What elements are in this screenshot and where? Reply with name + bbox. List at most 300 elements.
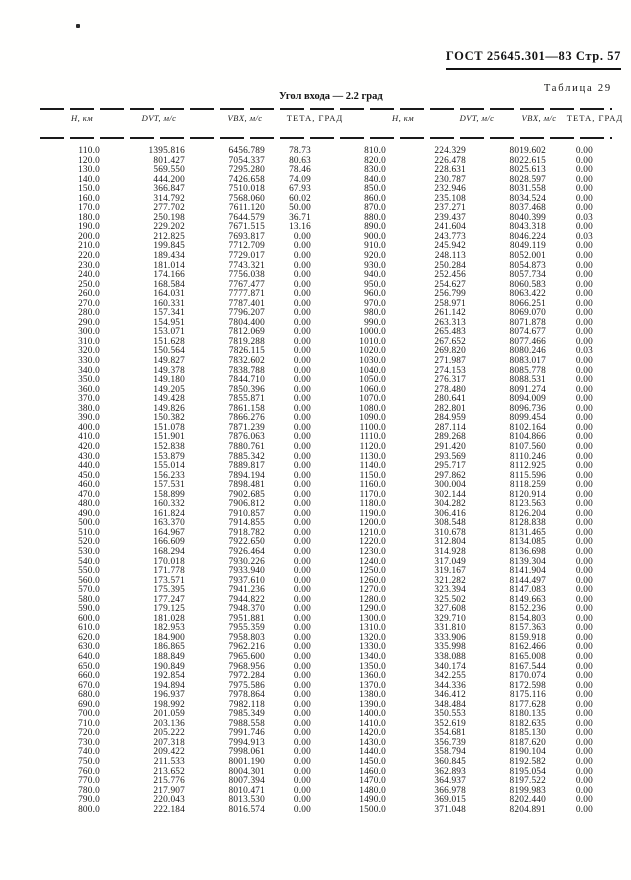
table-cell: 820.0 [364, 155, 386, 166]
table-cell: 7644.579 [228, 212, 265, 223]
table-cell: 0.00 [575, 613, 593, 624]
table-cell: 8139.304 [509, 556, 546, 567]
table-cell: 0.00 [293, 432, 311, 443]
table-cell: 930.0 [364, 260, 386, 271]
table-cell: 8165.008 [509, 651, 546, 662]
table-cell: 710.0 [78, 718, 100, 729]
table-cell: 0.00 [575, 165, 593, 176]
table-cell: 8177.628 [509, 699, 546, 710]
table-cell: 230.787 [434, 174, 466, 185]
table-cell: 280.0 [78, 308, 100, 319]
table-cell: 346.412 [434, 690, 466, 701]
table-cell: 1320.0 [359, 632, 386, 643]
table-cell: 0.00 [575, 508, 593, 519]
table-cell: 8134.085 [509, 537, 546, 548]
table-cell: 8094.009 [509, 394, 546, 405]
table-cell: 0.00 [575, 356, 593, 367]
table-cell: 8152.236 [509, 604, 546, 615]
table-cell: 8110.246 [509, 451, 546, 462]
table-cell: 0.00 [293, 518, 311, 529]
table-cell: 7944.822 [228, 594, 265, 605]
table-cell: 740.0 [78, 747, 100, 758]
table-cell: 0.00 [293, 632, 311, 643]
table-cell: 520.0 [78, 537, 100, 548]
table-cell: 199.845 [153, 241, 185, 252]
table-cell: 500.0 [78, 518, 100, 529]
table-cell: 0.00 [293, 499, 311, 510]
table-cell: 78.73 [289, 146, 311, 156]
table-cell: 1170.0 [359, 489, 386, 500]
table-cell: 680.0 [78, 690, 100, 701]
table-cell: 7922.650 [228, 537, 265, 548]
table-cell: 149.428 [153, 394, 185, 405]
table-cell: 460.0 [78, 480, 100, 491]
table-cell: 0.00 [575, 146, 593, 156]
table-cell: 760.0 [78, 766, 100, 777]
table-cell: 0.00 [293, 346, 311, 357]
table-cell: 0.00 [575, 222, 593, 233]
table-cell: 155.014 [153, 461, 185, 472]
table-cell: 7861.158 [228, 403, 265, 414]
table-cell: 8167.544 [509, 661, 546, 672]
table-cell: 156.233 [153, 470, 185, 481]
table-cell: 660.0 [78, 671, 100, 682]
table-cell: 168.294 [153, 546, 185, 557]
table-cell: 8136.698 [509, 546, 546, 557]
table-cell: 8175.116 [509, 690, 546, 701]
table-cell: 0.00 [575, 575, 593, 586]
table-cell: 8025.613 [509, 165, 546, 176]
table-cell: 1500.0 [359, 804, 386, 815]
table-cell: 308.548 [434, 518, 466, 529]
table-cell: 8128.838 [509, 518, 546, 529]
table-cell: 7568.060 [228, 193, 265, 204]
table-cell: 0.00 [293, 680, 311, 691]
table-cell: 0.00 [575, 260, 593, 271]
table-cell: 1360.0 [359, 671, 386, 682]
table-cell: 0.00 [293, 365, 311, 376]
table-cell: 196.937 [153, 690, 185, 701]
table-cell: 150.0 [78, 184, 100, 195]
table-cell: 207.318 [153, 737, 185, 748]
table-cell: 8096.736 [509, 403, 546, 414]
table-cell: 340.174 [434, 661, 466, 672]
table-cell: 203.136 [153, 718, 185, 729]
table-cell: 0.00 [575, 203, 593, 214]
table-cell: 0.00 [293, 546, 311, 557]
table-cell: 7975.586 [228, 680, 265, 691]
table-cell: 370.0 [78, 394, 100, 405]
table-cell: 750.0 [78, 757, 100, 767]
table-cell: 7756.038 [228, 270, 265, 281]
table-cell: 241.604 [434, 222, 466, 233]
table-cell: 7871.239 [228, 422, 265, 433]
table-cell: 950.0 [364, 279, 386, 290]
table-cell: 8037.468 [509, 203, 546, 214]
table-cell: 0.00 [575, 432, 593, 443]
table-cell: 1160.0 [359, 480, 386, 491]
table-cell: 149.826 [153, 403, 185, 414]
print-artifact-dot [76, 24, 80, 28]
table-cell: 0.00 [575, 747, 593, 758]
table-cell: 295.717 [434, 461, 466, 472]
table-cell: 149.180 [153, 375, 185, 386]
table-cell: 580.0 [78, 594, 100, 605]
table-cell: 0.00 [293, 356, 311, 367]
table-cell: 7948.370 [228, 604, 265, 615]
table-cell: 8083.017 [509, 356, 546, 367]
table-cell: 130.0 [78, 165, 100, 176]
table-cell: 192.854 [153, 671, 185, 682]
table-cell: 0.00 [575, 461, 593, 472]
table-cell: 297.862 [434, 470, 466, 481]
table-cell: 0.00 [575, 413, 593, 424]
table-cell: 0.00 [575, 632, 593, 643]
table-cell: 7804.400 [228, 317, 265, 328]
table-cell: 210.0 [78, 241, 100, 252]
table-cell: 1430.0 [359, 737, 386, 748]
table-cell: 800.0 [78, 804, 100, 815]
table-cell: 350.553 [434, 709, 466, 720]
table-cell: 0.00 [575, 193, 593, 204]
table-cell: 194.894 [153, 680, 185, 691]
table-cell: 190.849 [153, 661, 185, 672]
table-cell: 0.00 [293, 422, 311, 433]
table-cell: 640.0 [78, 651, 100, 662]
table-cell: 256.799 [434, 289, 466, 300]
table-cell: 550.0 [78, 566, 100, 577]
table-cell: 0.00 [293, 566, 311, 577]
table-cell: 190.0 [78, 222, 100, 233]
table-cell: 0.00 [293, 384, 311, 395]
table-cell: 410.0 [78, 432, 100, 443]
column-header-h-right: Н, км [391, 113, 415, 123]
table-cell: 140.0 [78, 174, 100, 185]
table-cell: 801.427 [153, 155, 185, 166]
table-cell: 0.00 [575, 394, 593, 405]
table-cell: 0.00 [575, 441, 593, 452]
table-cell: 282.801 [434, 403, 466, 414]
table-cell: 173.571 [153, 575, 185, 586]
table-cell: 8180.135 [509, 709, 546, 720]
table-cell: 171.778 [153, 566, 185, 577]
table-cell: 149.205 [153, 384, 185, 395]
table-cell: 306.416 [434, 508, 466, 519]
table-cell: 7611.120 [228, 203, 265, 214]
table-cell: 7889.817 [228, 461, 265, 472]
entry-angle-subtitle: Угол входа — 2.2 град [279, 91, 383, 102]
table-cell: 1140.0 [359, 461, 386, 472]
table-cell: 7978.864 [228, 690, 265, 701]
table-cell: 1000.0 [359, 327, 386, 338]
table-cell: 7743.321 [228, 260, 265, 271]
page-header: ГОСТ 25645.301—83 Стр. 57 [446, 49, 621, 70]
table-cell: 314.792 [153, 193, 185, 204]
table-cell: 7812.069 [228, 327, 265, 338]
table-cell: 0.00 [293, 336, 311, 347]
table-cell: 276.317 [434, 375, 466, 386]
table-cell: 1020.0 [359, 346, 386, 357]
table-cell: 0.00 [293, 289, 311, 300]
table-cell: 1460.0 [359, 766, 386, 777]
table-cell: 278.480 [434, 384, 466, 395]
table-cell: 166.609 [153, 537, 185, 548]
table-cell: 0.00 [293, 671, 311, 682]
table-cell: 212.825 [153, 231, 185, 242]
column-header-vbx-right: VBX, м/с [521, 113, 557, 123]
table-cell: 302.144 [434, 489, 466, 500]
table-cell: 201.059 [153, 709, 185, 720]
table-cell: 0.00 [575, 317, 593, 328]
table-cell: 0.00 [293, 461, 311, 472]
table-cell: 1090.0 [359, 413, 386, 424]
table-cell: 8126.204 [509, 508, 546, 519]
table-cell: 170.018 [153, 556, 185, 567]
table-cell: 7955.359 [228, 623, 265, 634]
table-cell: 0.00 [575, 279, 593, 290]
table-cell: 810.0 [364, 146, 386, 156]
table-cell: 850.0 [364, 184, 386, 195]
table-cell: 6456.789 [228, 146, 265, 156]
table-cell: 0.00 [575, 728, 593, 739]
table-cell: 200.0 [78, 231, 100, 242]
table-top-rule [40, 108, 612, 110]
table-cell: 450.0 [78, 470, 100, 481]
table-cell: 570.0 [78, 585, 100, 596]
table-cell: 274.153 [434, 365, 466, 376]
table-cell: 7885.342 [228, 451, 265, 462]
table-cell: 7855.871 [228, 394, 265, 405]
table-cell: 1050.0 [359, 375, 386, 386]
table-cell: 390.0 [78, 413, 100, 424]
table-cell: 220.043 [153, 795, 185, 806]
table-cell: 220.0 [78, 251, 100, 262]
table-cell: 13.16 [289, 222, 311, 233]
table-cell: 158.899 [153, 489, 185, 500]
table-cell: 1420.0 [359, 728, 386, 739]
table-cell: 480.0 [78, 499, 100, 510]
table-cell: 300.0 [78, 327, 100, 338]
table-cell: 0.00 [575, 585, 593, 596]
table-cell: 314.928 [434, 546, 466, 557]
table-cell: 8141.904 [509, 566, 546, 577]
table-cell: 331.810 [434, 623, 466, 634]
table-cell: 335.998 [434, 642, 466, 653]
table-cell: 7914.855 [228, 518, 265, 529]
table-cell: 366.847 [153, 184, 185, 195]
table-cell: 228.631 [434, 165, 466, 176]
table-cell: 7902.685 [228, 489, 265, 500]
table-cell: 420.0 [78, 441, 100, 452]
table-cell: 270.0 [78, 298, 100, 309]
table-cell: 1330.0 [359, 642, 386, 653]
table-cell: 1410.0 [359, 718, 386, 729]
table-cell: 1380.0 [359, 690, 386, 701]
table-cell: 271.987 [434, 356, 466, 367]
table-cell: 232.946 [434, 184, 466, 195]
table-cell: 7671.515 [228, 222, 265, 233]
table-cell: 8170.074 [509, 671, 546, 682]
table-cell: 0.00 [293, 642, 311, 653]
table-cell: 8010.471 [228, 785, 265, 796]
table-cell: 0.00 [575, 375, 593, 386]
table-cell: 240.0 [78, 270, 100, 281]
table-cell: 7941.236 [228, 585, 265, 596]
table-cell: 670.0 [78, 680, 100, 691]
table-cell: 1190.0 [359, 508, 386, 519]
table-cell: 0.00 [293, 556, 311, 567]
table-cell: 8054.873 [509, 260, 546, 271]
table-cell: 1250.0 [359, 566, 386, 577]
table-cell: 152.838 [153, 441, 185, 452]
table-cell: 7844.710 [228, 375, 265, 386]
table-cell: 0.00 [575, 594, 593, 605]
table-cell: 8182.635 [509, 718, 546, 729]
table-cell: 323.394 [434, 585, 466, 596]
table-cell: 0.00 [575, 336, 593, 347]
table-cell: 0.00 [575, 298, 593, 309]
table-cell: 198.992 [153, 699, 185, 710]
table-cell: 1030.0 [359, 356, 386, 367]
table-cell: 350.0 [78, 375, 100, 386]
table-cell: 990.0 [364, 317, 386, 328]
table-cell: 179.125 [153, 604, 185, 615]
table-cell: 650.0 [78, 661, 100, 672]
table-cell: 0.00 [575, 690, 593, 701]
table-cell: 188.849 [153, 651, 185, 662]
table-cell: 1450.0 [359, 757, 386, 767]
table-cell: 329.710 [434, 613, 466, 624]
table-cell: 8172.598 [509, 680, 546, 691]
table-cell: 430.0 [78, 451, 100, 462]
table-cell: 277.702 [153, 203, 185, 214]
table-cell: 1110.0 [359, 432, 386, 443]
table-cell: 8199.983 [509, 785, 546, 796]
table-cell: 1290.0 [359, 604, 386, 615]
table-cell: 8063.422 [509, 289, 546, 300]
table-cell: 248.113 [434, 251, 466, 262]
table-cell: 0.00 [293, 489, 311, 500]
table-cell: 7898.481 [228, 480, 265, 491]
table-cell: 211.533 [153, 757, 185, 767]
table-cell: 7933.940 [228, 566, 265, 577]
table-cell: 0.00 [293, 757, 311, 767]
table-cell: 1390.0 [359, 699, 386, 710]
table-cell: 338.088 [434, 651, 466, 662]
table-cell: 0.00 [293, 766, 311, 777]
table-cell: 0.00 [293, 537, 311, 548]
table-cell: 0.00 [293, 785, 311, 796]
table-cell: 239.437 [434, 212, 466, 223]
table-cell: 354.681 [434, 728, 466, 739]
table-cell: 8197.522 [509, 776, 546, 787]
table-cell: 8099.454 [509, 413, 546, 424]
table-cell: 352.619 [434, 718, 466, 729]
table-cell: 8031.558 [509, 184, 546, 195]
table-cell: 7712.709 [228, 241, 265, 252]
table-cell: 80.63 [289, 155, 311, 166]
table-cell: 0.00 [575, 737, 593, 748]
table-cell: 7985.349 [228, 709, 265, 720]
table-cell: 325.502 [434, 594, 466, 605]
table-cell: 0.00 [293, 776, 311, 787]
table-cell: 300.004 [434, 480, 466, 491]
table-cell: 0.00 [575, 757, 593, 767]
table-cell: 0.00 [293, 623, 311, 634]
table-cell: 0.03 [575, 231, 593, 242]
table-cell: 1260.0 [359, 575, 386, 586]
table-cell: 245.942 [434, 241, 466, 252]
table-cell: 7693.817 [228, 231, 265, 242]
table-cell: 1070.0 [359, 394, 386, 405]
table-cell: 1480.0 [359, 785, 386, 796]
table-cell: 0.00 [575, 174, 593, 185]
table-cell: 237.271 [434, 203, 466, 214]
table-cell: 910.0 [364, 241, 386, 252]
table-cell: 7982.118 [228, 699, 265, 710]
table-cell: 8187.620 [509, 737, 546, 748]
table-cell: 0.00 [575, 699, 593, 710]
table-cell: 8107.560 [509, 441, 546, 452]
table-cell: 7951.881 [228, 613, 265, 624]
table-cell: 154.951 [153, 317, 185, 328]
table-cell: 369.015 [434, 795, 466, 806]
table-cell: 0.00 [575, 776, 593, 787]
table-cell: 226.478 [434, 155, 466, 166]
table-cell: 0.00 [575, 403, 593, 414]
table-cell: 330.0 [78, 356, 100, 367]
table-cell: 790.0 [78, 795, 100, 806]
table-cell: 160.332 [153, 499, 185, 510]
table-cell: 8088.531 [509, 375, 546, 386]
table-cell: 0.00 [575, 489, 593, 500]
table-cell: 7510.018 [228, 184, 265, 195]
table-cell: 1230.0 [359, 546, 386, 557]
table-cell: 0.00 [293, 327, 311, 338]
table-cell: 0.00 [575, 422, 593, 433]
table-cell: 215.776 [153, 776, 185, 787]
table-cell: 1340.0 [359, 651, 386, 662]
table-cell: 8192.582 [509, 757, 546, 767]
table-cell: 0.00 [293, 231, 311, 242]
table-cell: 356.739 [434, 737, 466, 748]
column-header-h-left: Н, км [70, 113, 94, 123]
table-cell: 0.00 [575, 251, 593, 262]
table-cell: 7988.558 [228, 718, 265, 729]
table-cell: 8154.803 [509, 613, 546, 624]
header-bottom-rule [40, 137, 612, 139]
table-cell: 1210.0 [359, 527, 386, 538]
table-cell: 150.382 [153, 413, 185, 424]
table-cell: 0.00 [575, 642, 593, 653]
table-cell: 8102.164 [509, 422, 546, 433]
table-cell: 470.0 [78, 489, 100, 500]
data-table [50, 147, 593, 815]
table-cell: 0.00 [293, 308, 311, 319]
table-cell: 0.00 [293, 375, 311, 386]
table-cell: 8028.597 [509, 174, 546, 185]
table-cell: 840.0 [364, 174, 386, 185]
table-cell: 7866.276 [228, 413, 265, 424]
table-cell: 1060.0 [359, 384, 386, 395]
table-cell: 333.906 [434, 632, 466, 643]
table-cell: 67.93 [289, 184, 311, 195]
column-header-dvt-right: DVT, м/с [459, 113, 495, 123]
table-cell: 60.02 [289, 193, 311, 204]
table-cell: 970.0 [364, 298, 386, 309]
table-cell: 1180.0 [359, 499, 386, 510]
table-cell: 157.531 [153, 480, 185, 491]
